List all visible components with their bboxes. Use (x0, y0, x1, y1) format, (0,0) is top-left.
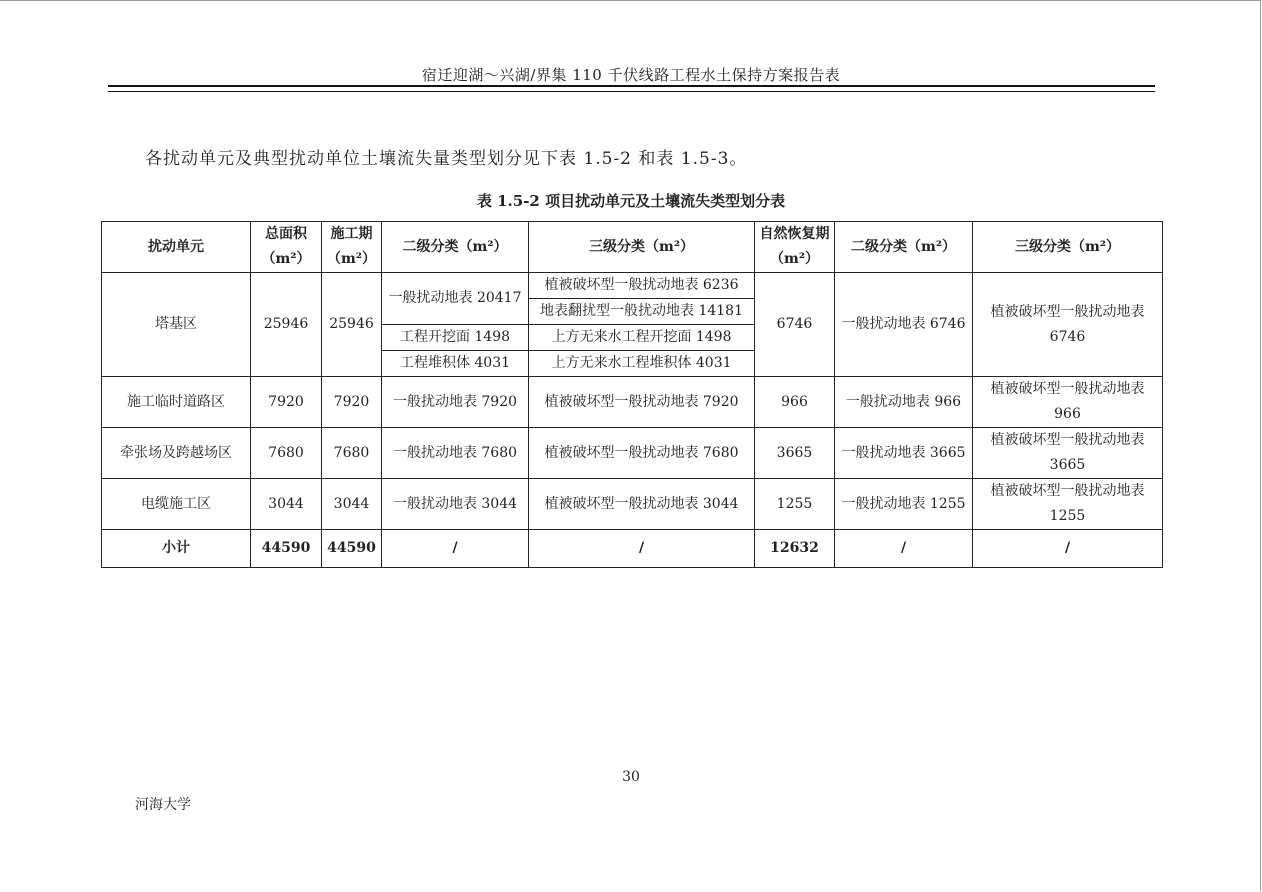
cell-recovery: 1255 (755, 479, 835, 530)
cell-l3b-line2: 966 (1054, 406, 1081, 422)
header-recovery-unit: （m²） (770, 251, 819, 267)
table-header-row (102, 222, 1163, 273)
table-total-row (102, 530, 1163, 568)
cell-l3b-line2: 1255 (1049, 508, 1086, 524)
cell-tower-l2-pile: 工程堆积体 4031 (382, 351, 529, 377)
header-construction-unit: （m²） (327, 251, 376, 267)
cell-construction: 3044 (322, 479, 382, 530)
header-level3b: 三级分类（m²） (973, 222, 1163, 273)
header-recovery (755, 222, 835, 273)
page-number: 30 (622, 769, 640, 785)
cell-tower-l2-excavation: 工程开挖面 1498 (382, 325, 529, 351)
header-construction-label: 施工期 (330, 226, 373, 242)
cell-l3b-line1: 植被破坏型一般扰动地表 (990, 381, 1145, 397)
cell-tower-l3-pile: 上方无来水工程堆积体 4031 (529, 351, 755, 377)
cell-total-construction: 44590 (322, 530, 382, 568)
cell-construction: 7680 (322, 428, 382, 479)
cell-l3b-line2: 3665 (1049, 457, 1086, 473)
cell-tower-area: 25946 (251, 273, 322, 377)
document-header-title: 宿迁迎湖～兴湖/界集 110 千伏线路工程水土保持方案报告表 (421, 66, 841, 84)
table-row (102, 479, 1163, 530)
cell-tower-l3b (973, 273, 1163, 377)
cell-total-area: 44590 (251, 530, 322, 568)
cell-tower-l3-excavation: 上方无来水工程开挖面 1498 (529, 325, 755, 351)
cell-l3: 植被破坏型一般扰动地表 7920 (529, 377, 755, 428)
cell-tower-l2-general: 一般扰动地表 20417 (382, 273, 529, 325)
cell-l2: 一般扰动地表 3044 (382, 479, 529, 530)
cell-l2: 一般扰动地表 7920 (382, 377, 529, 428)
cell-l3: 植被破坏型一般扰动地表 3044 (529, 479, 755, 530)
header-area-label: 总面积 (265, 226, 307, 242)
cell-unit: 牵张场及跨越场区 (102, 428, 251, 479)
cell-total-recovery: 12632 (755, 530, 835, 568)
cell-tower-l3b-line1: 植被破坏型一般扰动地表 (990, 303, 1145, 320)
table-row (102, 428, 1163, 479)
disturbance-unit-table (101, 221, 1163, 568)
cell-l3: 植被破坏型一般扰动地表 7680 (529, 428, 755, 479)
cell-l3b (973, 428, 1163, 479)
cell-l2b: 一般扰动地表 1255 (835, 479, 973, 530)
cell-tower-recovery: 6746 (755, 273, 835, 377)
cell-l3b-line1: 植被破坏型一般扰动地表 (990, 483, 1145, 499)
header-area (251, 222, 322, 273)
cell-tower-l3-veg: 植被破坏型一般扰动地表 6236 (529, 273, 755, 299)
header-level2: 二级分类（m²） (382, 222, 529, 273)
cell-tower-l3-flip: 地表翻扰型一般扰动地表 14181 (529, 299, 755, 325)
cell-recovery: 3665 (755, 428, 835, 479)
cell-recovery: 966 (755, 377, 835, 428)
cell-l3b-line1: 植被破坏型一般扰动地表 (990, 432, 1145, 448)
cell-total-l3: / (529, 530, 755, 568)
header-construction (322, 222, 382, 273)
header-rule (108, 85, 1155, 92)
cell-l2b: 一般扰动地表 966 (835, 377, 973, 428)
table-row-tower-1 (102, 273, 1163, 299)
cell-l2b: 一般扰动地表 3665 (835, 428, 973, 479)
header-level2b: 二级分类（m²） (835, 222, 973, 273)
cell-total-l3b: / (973, 530, 1163, 568)
cell-area: 7680 (251, 428, 322, 479)
header-level3: 三级分类（m²） (529, 222, 755, 273)
cell-tower-construction: 25946 (322, 273, 382, 377)
header-unit: 扰动单元 (102, 222, 251, 273)
footer-organization: 河海大学 (135, 797, 191, 813)
cell-l3b (973, 377, 1163, 428)
intro-paragraph: 各扰动单元及典型扰动单位土壤流失量类型划分见下表 1.5-2 和表 1.5-3。 (145, 149, 748, 169)
cell-total-l2b: / (835, 530, 973, 568)
cell-unit: 电缆施工区 (102, 479, 251, 530)
cell-total-label: 小计 (102, 530, 251, 568)
header-recovery-label: 自然恢复期 (759, 226, 830, 242)
cell-construction: 7920 (322, 377, 382, 428)
cell-total-l2: / (382, 530, 529, 568)
cell-l3b (973, 479, 1163, 530)
cell-tower-l2b: 一般扰动地表 6746 (835, 273, 973, 377)
header-area-unit: （m²） (261, 251, 311, 267)
cell-unit: 施工临时道路区 (102, 377, 251, 428)
table-row (102, 377, 1163, 428)
table-caption: 表 1.5-2 项目扰动单元及土壤流失类型划分表 (476, 192, 786, 210)
cell-area: 7920 (251, 377, 322, 428)
cell-tower-l3b-line2: 6746 (1049, 328, 1086, 345)
cell-l2: 一般扰动地表 7680 (382, 428, 529, 479)
cell-tower-unit: 塔基区 (102, 273, 251, 377)
cell-area: 3044 (251, 479, 322, 530)
